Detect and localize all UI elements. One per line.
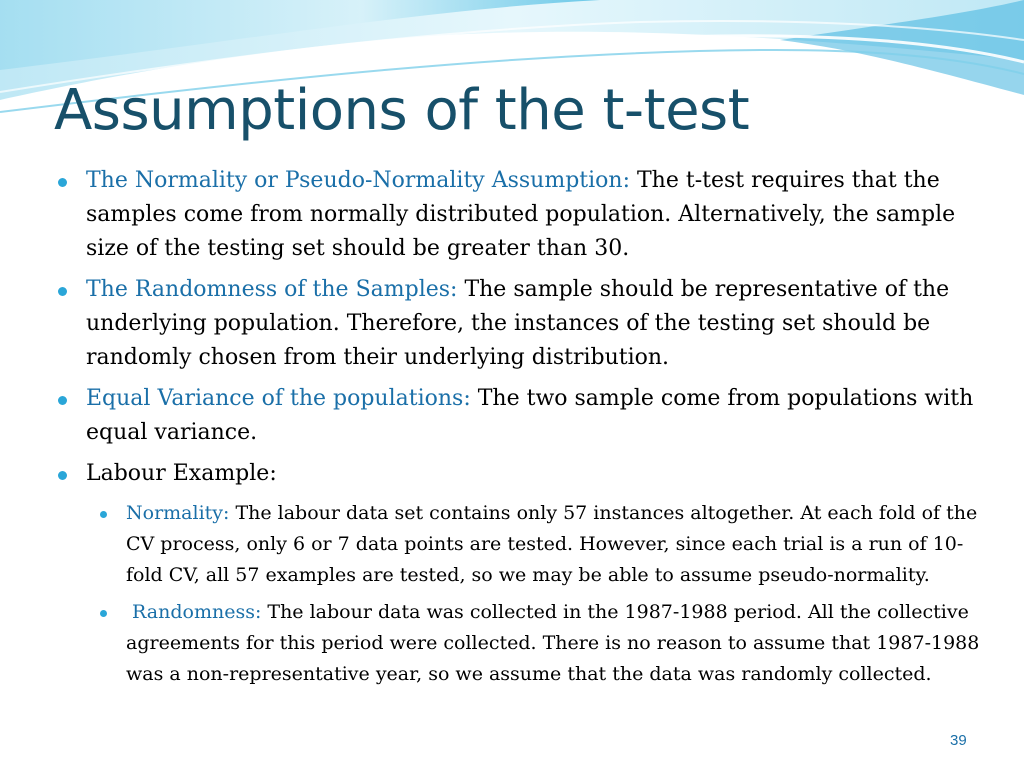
bullet-text: The sample should be representative of the underlying population. Therefore, the instances of the testing set should be randomly chosen from their underlying distribution. (86, 277, 950, 370)
bullet-dot-icon (58, 396, 67, 405)
bullet-equal-variance (58, 382, 988, 450)
sub-bullet-dot-icon (100, 511, 107, 518)
bullet-dot-icon (58, 471, 67, 480)
sub-bullet-heading: Normality: (126, 502, 230, 524)
bullet-list (58, 164, 988, 696)
bullet-heading: Equal Variance of the populations: (86, 386, 471, 411)
bullet-heading: The Normality or Pseudo-Normality Assumption: (86, 168, 630, 193)
sub-bullet-heading: Randomness: (132, 601, 262, 623)
sub-bullet-randomness (100, 597, 988, 690)
sub-bullet-text: The labour data was collected in the 1987-1988 period. All the collective agreements for this period were collected. There is no reason to assume that 1987-1988 was a non-representative year, so we assume that the data was randomly collected. (126, 601, 980, 685)
bullet-text: Labour Example: (86, 461, 277, 486)
bullet-randomness-assumption (58, 273, 988, 375)
slide-number: 39 (950, 732, 967, 749)
bullet-dot-icon (58, 178, 67, 187)
bullet-labour-example (58, 457, 988, 491)
sub-bullet-text: The labour data set contains only 57 instances altogether. At each fold of the CV process, only 6 or 7 data points are tested. However, since each trial is a run of 10-fold CV, all 57 examples are tested, so we may be able to assume pseudo-normality. (126, 502, 978, 586)
bullet-normality-assumption (58, 164, 988, 266)
sub-bullet-normality (100, 498, 988, 591)
slide-title: Assumptions of the t-test (54, 78, 750, 143)
bullet-dot-icon (58, 287, 67, 296)
bullet-heading: The Randomness of the Samples: (86, 277, 458, 302)
bullet-text: The t-test requires that the samples come from normally distributed population. Alternatively, the sample size of the testing set should be greater than 30. (86, 168, 956, 261)
sub-bullet-dot-icon (100, 610, 107, 617)
bullet-text: The two sample come from populations with equal variance. (86, 386, 974, 445)
